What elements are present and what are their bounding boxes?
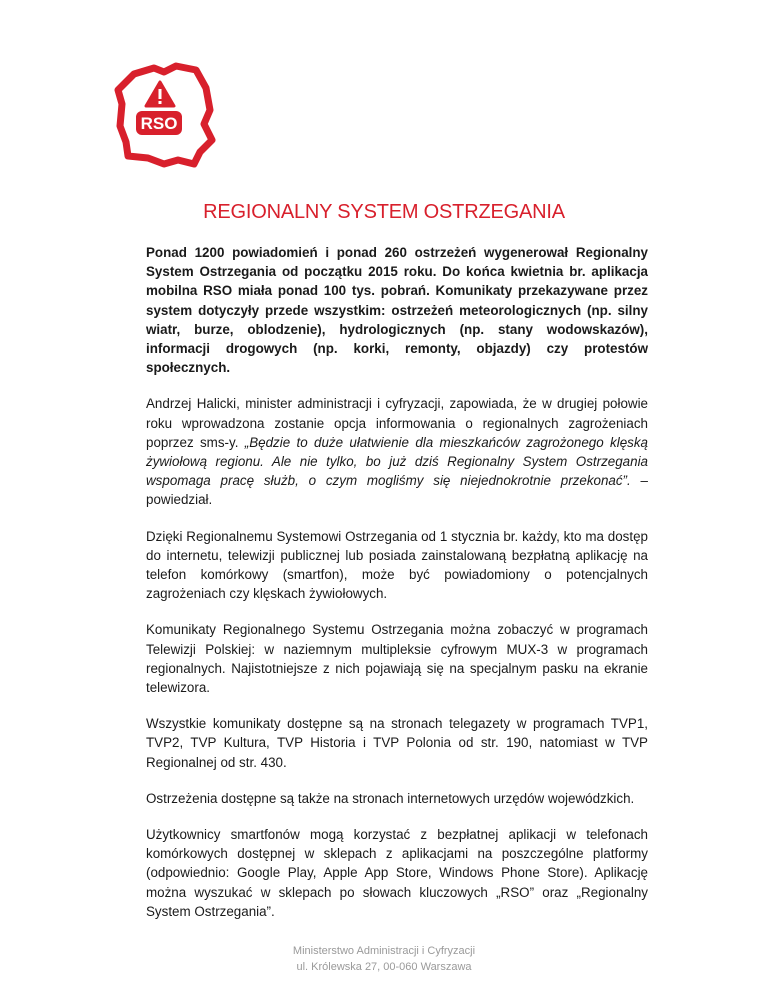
page-title: REGIONALNY SYSTEM OSTRZEGANIA	[203, 201, 565, 223]
poland-map-icon	[114, 60, 218, 170]
quote-text: „Będzie to duże ułatwienie dla mieszkańców zagrożonego klęską żywiołową regionu. Ale nie tylko, bo już dziś Regionalny System Ostrzegania wspomaga pracę służb, o czym mogliśmy się niejednokrotnie przekonać”.	[146, 434, 648, 489]
warning-triangle-icon	[146, 82, 174, 106]
paragraph-websites: Ostrzeżenia dostępne są także na stronach internetowych urzędów wojewódzkich.	[146, 790, 635, 806]
rso-logo-text: RSO	[140, 114, 178, 133]
quote-outro: – powiedział.	[146, 473, 648, 508]
article-body	[146, 243, 648, 938]
lead-paragraph: Ponad 1200 powiadomień i ponad 260 ostrzeżeń wygenerował Regionalny System Ostrzegania od początku 2015 roku. Do końca kwietnia br. aplikacja mobilna RSO miała ponad 100 tys. pobrań. Komunikaty przekazywane przez system dotyczyły przede wszystkim: ostrzeżeń meteorologicznych (np. silny wiatr, burze, oblodzenie), hydrologicznych (np. stany wodowskazów), informacji drogowych (np. korki, remonty, objazdy) czy protestów społecznych.	[146, 245, 648, 376]
rso-logo	[114, 60, 218, 170]
page-footer	[0, 943, 768, 975]
minister-quote-paragraph	[146, 394, 648, 509]
paragraph-mobile-app: Użytkownicy smartfonów mogą korzystać z bezpłatnej aplikacji w telefonach komórkowych dostępnej w sklepach z aplikacjami na poszczególne platformy (odpowiednio: Google Play, Apple App Store, Windows Phone Store). Aplikację można wyszukać w sklepach po słowach kluczowych „RSO” oraz „Regionalny System Ostrzegania”.	[146, 827, 648, 919]
footer-ministry: Ministerstwo Administracji i Cyfryzacji	[292, 945, 476, 957]
footer-address: ul. Królewska 27, 00-060 Warszawa	[296, 961, 472, 973]
paragraph-teletext: Wszystkie komunikaty dostępne są na stronach telegazety w programach TVP1, TVP2, TVP Kultura, TVP Historia i TVP Polonia od str. 190, natomiast w TVP Regionalnej od str. 430.	[146, 716, 648, 770]
quote-intro: Andrzej Halicki, minister administracji i cyfryzacji, zapowiada, że w drugiej połowie roku wprowadzona zostanie opcja informowania o regionalnych zagrożeniach poprzez sms-y.	[146, 396, 648, 450]
paragraph-tv: Komunikaty Regionalnego Systemu Ostrzegania można zobaczyć w programach Telewizji Polskiej: w naziemnym multipleksie cyfrowym MUX-3 w programach regionalnych. Najistotniejsze z nich pojawiają się na specjalnym pasku na ekranie telewizora.	[146, 622, 648, 696]
paragraph-availability: Dzięki Regionalnemu Systemowi Ostrzegania od 1 stycznia br. każdy, kto ma dostęp do internetu, telewizji publicznej lub posiada zainstalowaną bezpłatną aplikację na telefon komórkowy (smartfon), może być powiadomiony o potencjalnych zagrożeniach czy klęskach żywiołowych.	[146, 528, 648, 602]
